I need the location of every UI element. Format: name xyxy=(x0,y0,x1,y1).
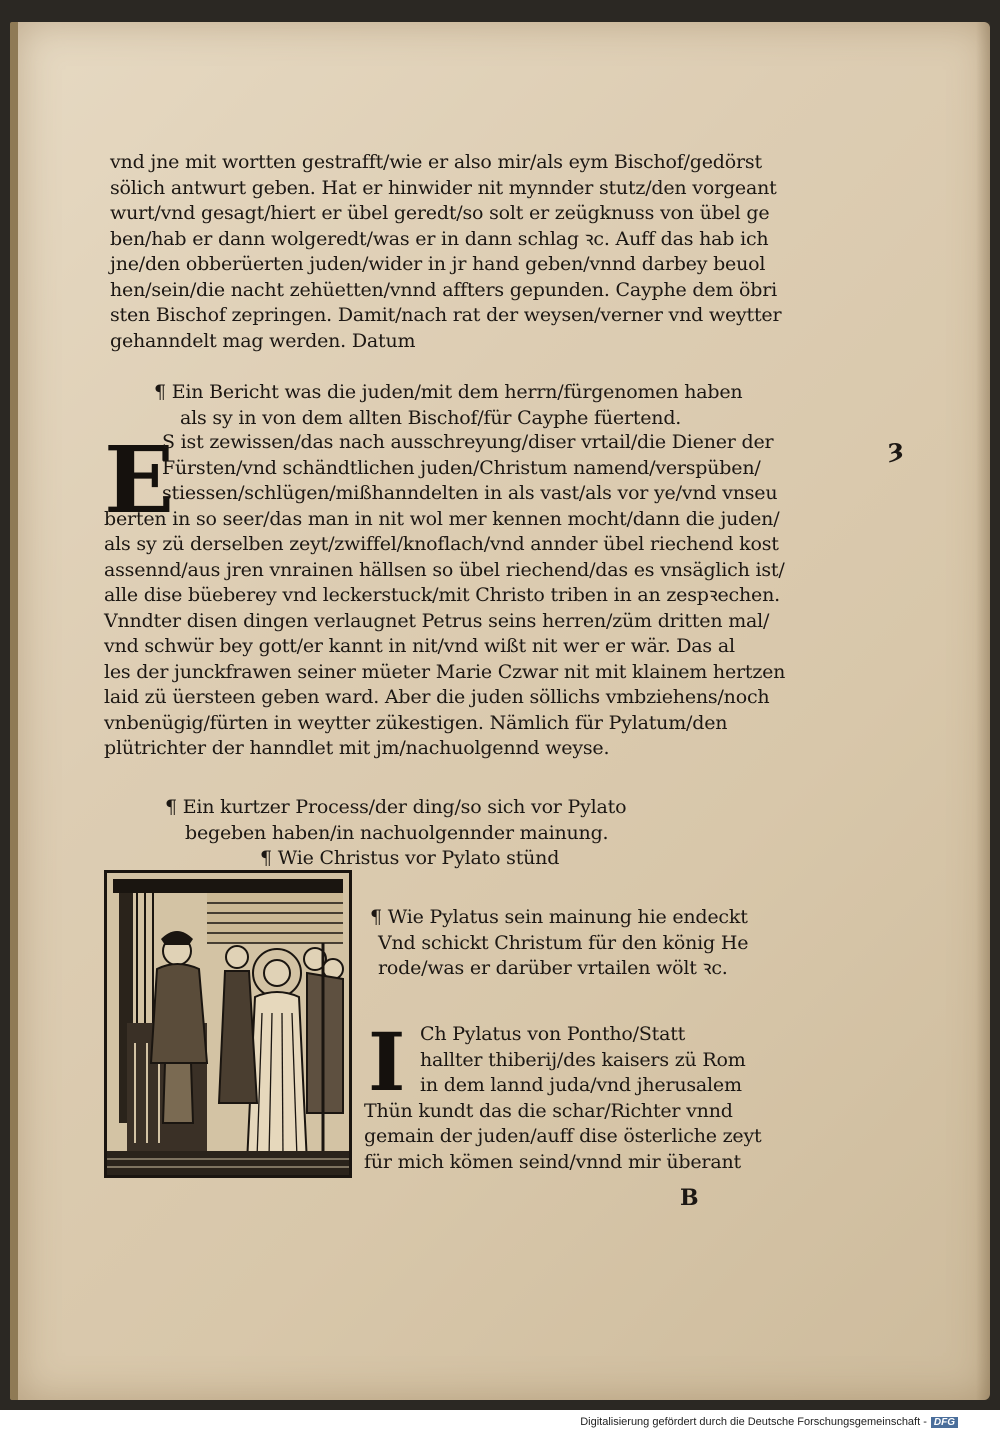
heading-line: ¶ Wie Christus vor Pylato stünd xyxy=(260,847,560,869)
text-line: laid zü üersteen geben ward. Aber die juden söllichs vmbziehens/noch xyxy=(104,686,770,708)
heading-line: ¶ Ein kurtzer Process/der ding/so sich vor Pylato xyxy=(165,796,627,818)
signature-mark: B xyxy=(680,1185,699,1211)
section-heading-pilate xyxy=(370,905,790,982)
text-line: hallter thiberij/des kaisers zü Rom xyxy=(420,1048,746,1071)
text-line: jne/den obberüerten juden/wider in jr hand geben/vnnd darbey beuol xyxy=(110,253,766,275)
text-line: plütrichter der hanndlet mit jm/nachuolgennd weyse. xyxy=(104,737,610,759)
text-line: S ist zewissen/das nach ausschreyung/diser vrtail/die Diener der xyxy=(162,431,774,453)
text-line: alle dise büeberey vnd leckerstuck/mit Christo triben in an zespꝛechen. xyxy=(104,584,780,606)
text-line: Thün kundt das die schar/Richter vnnd xyxy=(364,1099,733,1122)
text-line: gehanndelt mag werden. Datum xyxy=(110,329,416,352)
heading-line: begeben haben/in nachuolgennder mainung. xyxy=(185,821,609,844)
text-line: ben/hab er dann wolgeredt/was er in dann schlag ꝛc. Auff das hab ich xyxy=(110,227,769,250)
text-block-bottom xyxy=(364,1015,784,1175)
digitization-footer xyxy=(580,1416,958,1428)
woodcut-christ-before-pilate-icon xyxy=(107,873,349,1175)
heading-line: Vnd schickt Christum für den könig He xyxy=(378,931,749,954)
woodcut-illustration xyxy=(104,870,352,1178)
decorated-initial-e: E xyxy=(104,426,175,534)
footer-text: Digitalisierung gefördert durch die Deutsche Forschungsgemeinschaft - xyxy=(580,1416,927,1428)
text-line: hen/sein/die nacht zehüetten/vnnd affters gepunden. Cayphe dem öbri xyxy=(110,278,778,301)
text-line: vnd jne mit wortten gestrafft/wie er also mir/als eym Bischof/gedörst xyxy=(110,151,762,173)
text-line: Ch Pylatus von Pontho/Statt xyxy=(420,1023,686,1045)
text-block-middle xyxy=(104,426,794,762)
text-line: berten in so seer/das man in nit wol mer kennen mocht/dann die juden/ xyxy=(104,507,780,530)
text-line: vnd schwür bey gott/er kannt in nit/vnd wißt nit wer er wär. Das al xyxy=(104,635,735,657)
text-line: für mich kömen seind/vnnd mir überant xyxy=(364,1150,741,1173)
heading-line: rode/was er darüber vrtailen wölt ꝛc. xyxy=(378,957,728,979)
text-block-top xyxy=(110,150,790,354)
text-line: vnbenügig/fürten in weytter zükestigen. Nämlich für Pylatum/den xyxy=(104,711,728,734)
margin-mark: ȝ xyxy=(888,434,904,464)
heading-line: ¶ Ein Bericht was die juden/mit dem herrn/fürgenomen haben xyxy=(154,381,743,403)
text-line: sölich antwurt geben. Hat er hinwider nit mynnder stutz/den vorgeant xyxy=(110,176,777,199)
text-line: gemain der juden/auff dise österliche zeyt xyxy=(364,1125,762,1147)
heading-line: ¶ Wie Pylatus sein mainung hie endeckt xyxy=(370,906,748,928)
text-line: sten Bischof zepringen. Damit/nach rat der weysen/verner vnd weytter xyxy=(110,304,782,326)
text-line: als sy zü derselben zeyt/zwiffel/knoflach/vnd annder übel riechend kost xyxy=(104,533,779,555)
section-heading-bericht xyxy=(154,380,774,431)
heading-line: als sy in von dem allten Bischof/für Cayphe füertend. xyxy=(180,406,682,429)
page-edge-shadow xyxy=(976,22,990,1400)
text-line: in dem lannd juda/vnd jherusalem xyxy=(420,1074,742,1096)
text-line: stiessen/schlügen/mißhanndelten in als vast/als vor ye/vnd vnseu xyxy=(162,482,778,504)
dfg-logo: DFG xyxy=(931,1417,958,1428)
text-line: assennd/aus jren vnrainen hällsen so übel riechend/das es vnsäglich ist/ xyxy=(104,558,785,581)
text-line: Vnndter disen dingen verlaugnet Petrus seins herren/züm dritten mal/ xyxy=(104,609,770,632)
section-heading-process xyxy=(165,795,685,872)
text-line: Fürsten/vnd schändtlichen juden/Christum namend/verspüben/ xyxy=(162,456,761,479)
text-line: les der junckfrawen seiner müeter Marie Czwar nit mit klainem hertzen xyxy=(104,660,786,683)
decorated-initial-i: I xyxy=(368,1015,406,1109)
text-line: wurt/vnd gesagt/hiert er übel geredt/so solt er zeügknuss von übel ge xyxy=(110,202,770,224)
